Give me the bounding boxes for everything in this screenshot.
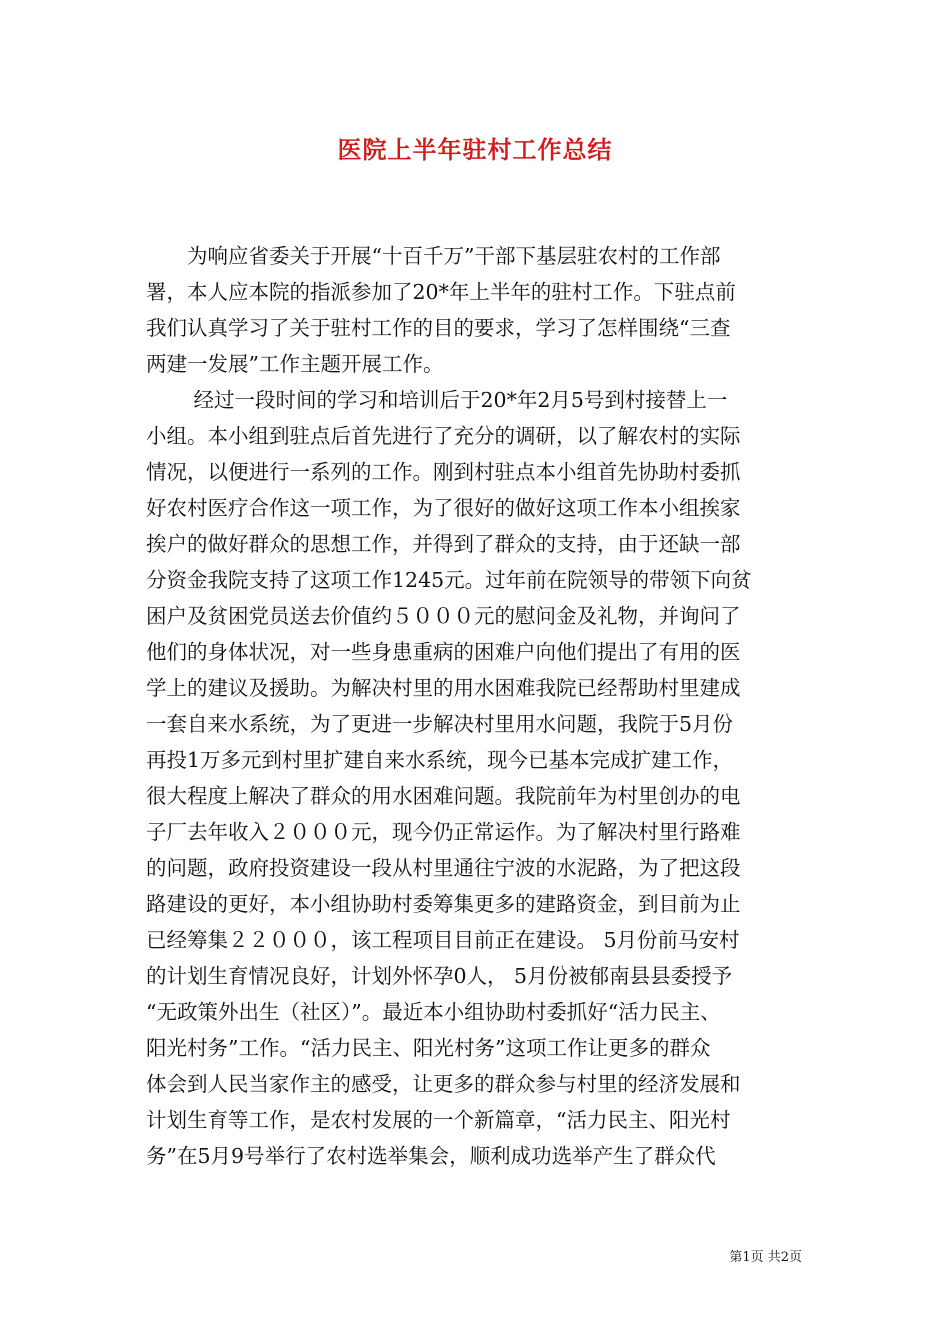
body-line: 学上的建议及援助。为解决村里的用水困难我院已经帮助村里建成	[146, 676, 741, 700]
body-line: 务”在5月9号举行了农村选举集会，顺利成功选举产生了群众代	[146, 1144, 716, 1168]
body-line: 为响应省委关于开展“十百千万”干部下基层驻农村的工作部	[146, 244, 721, 268]
body-line: 再投1万多元到村里扩建自来水系统，现今已基本完成扩建工作，	[146, 748, 734, 772]
body-line: 挨户的做好群众的思想工作，并得到了群众的支持，由于还缺一部	[146, 532, 741, 556]
body-line: 好农村医疗合作这一项工作，为了很好的做好这项工作本小组挨家	[146, 496, 741, 520]
body-line: 路建设的更好，本小组协助村委筹集更多的建路资金，到目前为止	[146, 892, 741, 916]
body-line: 很大程度上解决了群众的用水困难问题。我院前年为村里创办的电	[146, 784, 741, 808]
page-number: 第1页 共2页	[729, 1250, 802, 1265]
body-line: 计划生育等工作，是农村发展的一个新篇章，“活力民主、阳光村	[146, 1108, 731, 1132]
body-line: 困户及贫困党员送去价值约５０００元的慰问金及礼物，并询问了	[146, 604, 741, 628]
body-line: 阳光村务”工作。“活力民主、阳光村务”这项工作让更多的群众	[146, 1036, 711, 1060]
body-line: 他们的身体状况，对一些身患重病的困难户向他们提出了有用的医	[146, 640, 741, 664]
body-line: 我们认真学习了关于驻村工作的目的要求，学习了怎样围绕“三查	[146, 316, 731, 340]
body-line: 子厂去年收入２０００元，现今仍正常运作。为了解决村里行路难	[146, 820, 741, 844]
body-line: 分资金我院支持了这项工作1245元。过年前在院领导的带领下向贫	[146, 568, 752, 592]
body-line: 两建一发展”工作主题开展工作。	[146, 352, 444, 376]
body-line: 署，本人应本院的指派参加了20*年上半年的驻村工作。下驻点前	[146, 280, 736, 304]
body-line: 小组。本小组到驻点后首先进行了充分的调研，以了解农村的实际	[146, 424, 741, 448]
document-body	[146, 238, 816, 1174]
body-line: 的计划生育情况良好，计划外怀孕0人， 5月份被郁南县县委授予	[146, 964, 733, 988]
body-line: 的问题，政府投资建设一段从村里通往宁波的水泥路，为了把这段	[146, 856, 741, 880]
document-title: 医院上半年驻村工作总结	[337, 135, 613, 164]
body-line: 一套自来水系统，为了更进一步解决村里用水问题，我院于5月份	[146, 712, 734, 736]
body-line: 已经筹集２２０００，该工程项目目前正在建设。 5月份前马安村	[146, 928, 740, 952]
body-line: 经过一段时间的学习和培训后于20*年2月5号到村接替上一	[146, 388, 728, 412]
body-line: “无政策外出生（社区）”。最近本小组协助村委抓好“活力民主、	[146, 1000, 721, 1024]
body-line: 体会到人民当家作主的感受，让更多的群众参与村里的经济发展和	[146, 1072, 741, 1096]
body-line: 情况，以便进行一系列的工作。刚到村驻点本小组首先协助村委抓	[146, 460, 741, 484]
